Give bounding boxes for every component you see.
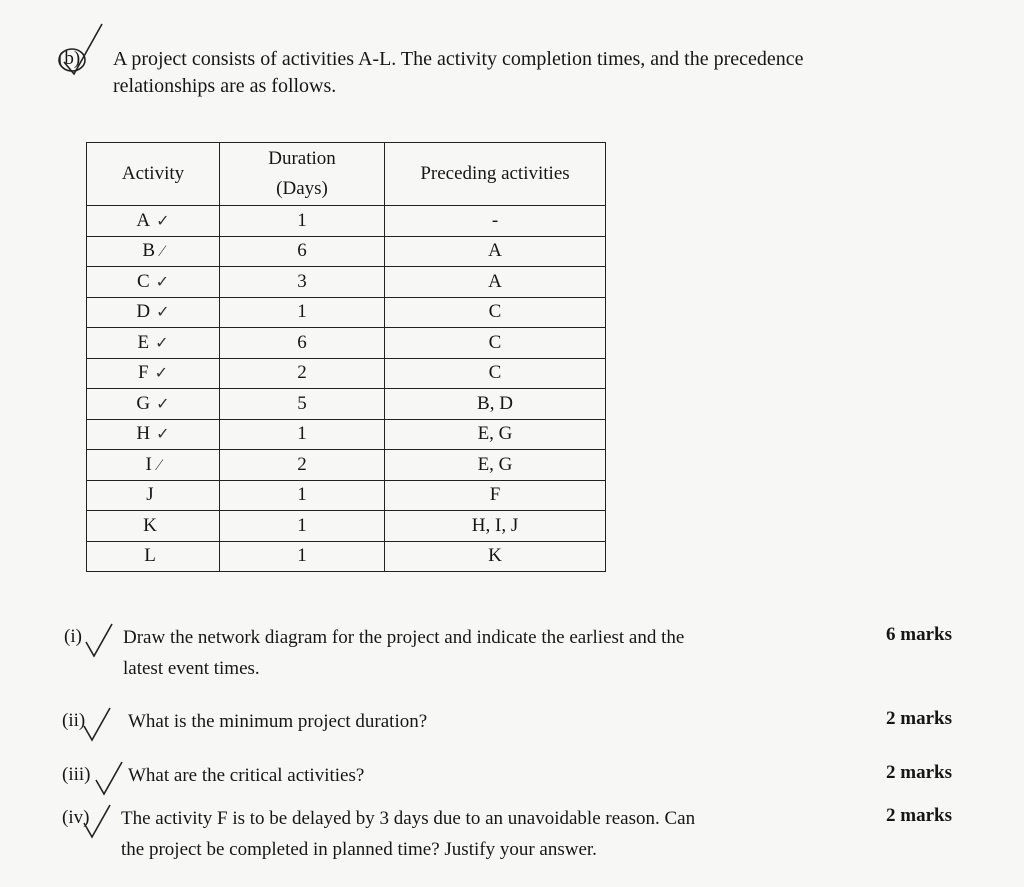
activity-letter: D: [136, 301, 151, 323]
cell-preceding: H, I, J: [385, 511, 606, 542]
table-row: [87, 358, 606, 389]
cell-activity: [87, 267, 220, 298]
question-line-1: What is the minimum project duration?: [128, 711, 428, 732]
question-number: (i): [64, 626, 82, 647]
hand-tick-icon: [80, 704, 120, 744]
cell-activity: [87, 236, 220, 267]
table-row: [87, 450, 606, 481]
table-row: [87, 236, 606, 267]
activity-letter: F: [138, 362, 149, 384]
cell-activity: [87, 358, 220, 389]
cell-preceding: E, G: [385, 450, 606, 481]
activity-letter: C: [136, 270, 150, 292]
activity-letter: K: [143, 514, 157, 536]
cell-duration: 1: [220, 206, 385, 237]
activity-letter: G: [136, 392, 151, 414]
activity-letter: B: [142, 240, 155, 262]
intro-line-2: relationships are as follows.: [113, 75, 337, 97]
table-row: [87, 389, 606, 420]
cell-activity: [87, 328, 220, 359]
question-text: [121, 803, 841, 865]
cell-duration: 1: [220, 419, 385, 450]
question-number: (ii): [62, 710, 86, 731]
table-row: [87, 419, 606, 450]
hand-tick-icon: [82, 620, 122, 660]
cell-duration: 1: [220, 480, 385, 511]
header-duration-line1: Duration: [268, 148, 336, 169]
cell-preceding: A: [385, 236, 606, 267]
check-tick-icon: ✓: [156, 395, 170, 413]
cell-activity: [87, 450, 220, 481]
cell-duration: 1: [220, 541, 385, 572]
check-tick-icon: ✓: [154, 365, 168, 383]
question-text: [128, 706, 848, 737]
cell-activity: [87, 389, 220, 420]
table-row: [87, 328, 606, 359]
cell-activity: [87, 419, 220, 450]
activity-letter: J: [146, 484, 154, 506]
table-row: [87, 511, 606, 542]
check-tick-icon: ✓: [156, 426, 170, 444]
hand-tick-icon: [92, 758, 132, 798]
table-row: [87, 206, 606, 237]
cell-preceding: A: [385, 267, 606, 298]
table-header-row: [87, 143, 606, 206]
cell-activity: [87, 206, 220, 237]
cell-activity: [87, 480, 220, 511]
check-tick-icon: ✓: [155, 273, 170, 291]
cell-duration: 1: [220, 297, 385, 328]
table-row: [87, 480, 606, 511]
intro-line-1: A project consists of activities A-L. The activity completion times, and the precedence: [113, 48, 804, 70]
activity-letter: H: [136, 423, 151, 445]
cell-duration: 6: [220, 236, 385, 267]
activity-letter: I: [145, 453, 152, 475]
question-line-1: Draw the network diagram for the project and indicate the earliest and the: [123, 627, 685, 648]
activity-letter: E: [137, 331, 150, 353]
cell-activity: [87, 511, 220, 542]
check-tick-icon: ⁄: [161, 243, 164, 261]
header-duration: [220, 143, 385, 206]
cell-preceding: C: [385, 328, 606, 359]
activity-table: [86, 142, 606, 572]
header-preceding: Preceding activities: [385, 143, 606, 206]
cell-preceding: B, D: [385, 389, 606, 420]
table-row: [87, 541, 606, 572]
table-row: [87, 267, 606, 298]
marks-label: 2 marks: [886, 708, 952, 729]
header-activity: Activity: [87, 143, 220, 206]
question-number: (iv): [62, 807, 90, 828]
question-text: [128, 760, 848, 791]
header-duration-line2: (Days): [276, 178, 328, 199]
marks-label: 2 marks: [886, 762, 952, 783]
check-tick-icon: ⁄: [157, 456, 161, 474]
question-line-2: latest event times.: [123, 658, 260, 679]
check-tick-icon: ✓: [156, 304, 170, 322]
hand-tick-mark-icon: [50, 18, 110, 78]
cell-duration: 1: [220, 511, 385, 542]
question-number: (iii): [62, 764, 91, 785]
hand-tick-icon: [80, 801, 120, 841]
cell-duration: 6: [220, 328, 385, 359]
question-line-1: What are the critical activities?: [128, 765, 365, 786]
cell-preceding: C: [385, 297, 606, 328]
marks-label: 2 marks: [886, 805, 952, 826]
question-line-2: the project be completed in planned time? Justify your answer.: [121, 839, 597, 860]
intro-text: [113, 46, 943, 100]
cell-activity: [87, 541, 220, 572]
question-text: [123, 622, 843, 684]
cell-preceding: F: [385, 480, 606, 511]
cell-preceding: E, G: [385, 419, 606, 450]
marks-label: 6 marks: [886, 624, 952, 645]
question-line-1: The activity F is to be delayed by 3 days due to an unavoidable reason. Can: [121, 808, 696, 829]
cell-duration: 3: [220, 267, 385, 298]
table-row: [87, 297, 606, 328]
part-label-text: (b): [58, 48, 81, 69]
cell-preceding: K: [385, 541, 606, 572]
check-tick-icon: ✓: [156, 212, 170, 230]
cell-preceding: -: [385, 206, 606, 237]
cell-duration: 2: [220, 450, 385, 481]
activity-letter: L: [144, 545, 156, 567]
check-tick-icon: ✓: [155, 334, 169, 352]
cell-duration: 2: [220, 358, 385, 389]
cell-duration: 5: [220, 389, 385, 420]
cell-preceding: C: [385, 358, 606, 389]
activity-letter: A: [136, 209, 151, 231]
cell-activity: [87, 297, 220, 328]
